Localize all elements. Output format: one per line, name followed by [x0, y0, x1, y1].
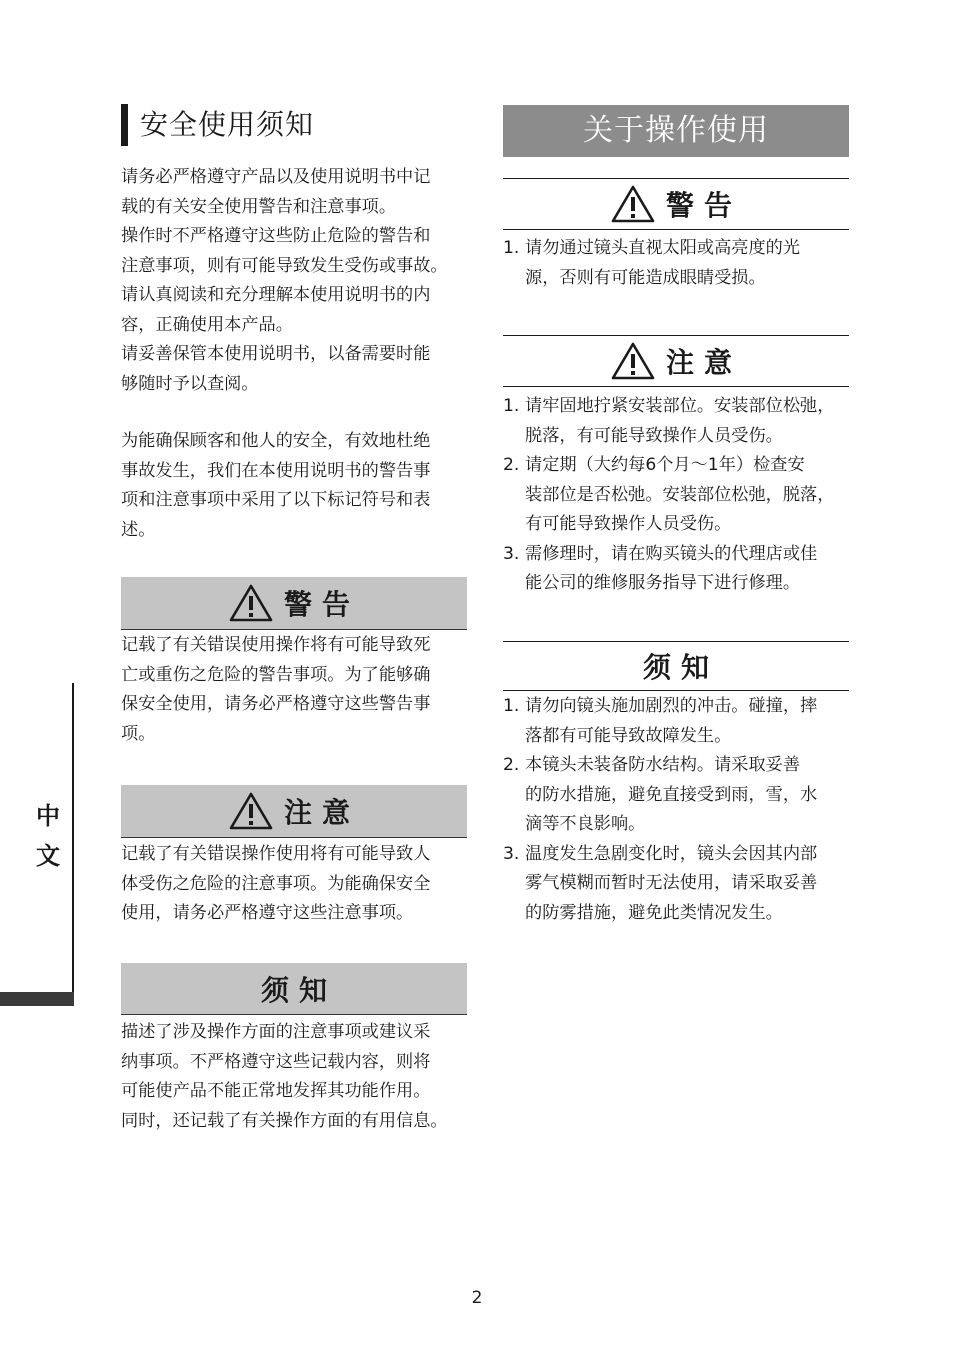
item-number: 3. — [503, 543, 520, 564]
text-line: 请妥善保管本使用说明书，以备需要时能 — [121, 344, 431, 364]
text-line: 落都有可能导致故障发生。 — [525, 725, 732, 746]
text-line: 装部位是否松弛。安装部位松弛，脱落， — [525, 484, 835, 505]
notice-label: 须知 — [260, 973, 337, 1007]
text-line: 的防雾措施，避免此类情况发生。 — [525, 902, 783, 923]
list-item — [503, 692, 849, 751]
notice-header — [121, 963, 467, 1015]
text-line: 注意事项，则有可能导致发生受伤或事故。 — [121, 255, 448, 276]
notice-label: 须知 — [642, 651, 719, 684]
text-line: 请认真阅读和充分理解本使用说明书的内 — [121, 285, 431, 305]
text-line: 记载了有关错误使用操作将有可能导致死 — [121, 635, 431, 655]
text-line: 纳事项。不严格遵守这些记载内容，则将 — [121, 1051, 431, 1072]
text-line: 滴等不良影响。 — [525, 814, 646, 834]
text-line: 能公司的维修服务指导下进行修理。 — [525, 573, 801, 593]
item-number: 3. — [503, 843, 520, 864]
right-caution-list — [503, 392, 849, 599]
text-line: 项和注意事项中采用了以下标记符号和表 — [121, 490, 431, 510]
language-tab-char: 中 — [36, 802, 60, 830]
text-line: 述。 — [121, 519, 156, 540]
text-line: 需修理时，请在购买镜头的代理店或佳 — [525, 543, 818, 564]
right-warning-header — [503, 178, 849, 230]
text-line: 保安全使用，请务必严格遵守这些警告事 — [121, 694, 431, 714]
right-notice-header — [503, 641, 849, 691]
text-line: 操作时不严格遵守这些防止危险的警告和 — [121, 226, 431, 246]
text-line: 体受伤之危险的注意事项。为能确保安全 — [121, 873, 431, 894]
warning-description — [121, 631, 467, 749]
text-line: 雾气模糊而暂时无法使用，请采取妥善 — [525, 873, 818, 893]
intro-paragraph — [121, 163, 467, 399]
text-line: 项。 — [121, 723, 156, 744]
side-tab-bar — [0, 992, 74, 1006]
item-number: 1. — [503, 396, 520, 416]
text-line: 可能使产品不能正常地发挥其功能作用。 — [121, 1081, 431, 1101]
text-line: 脱落，有可能导致操作人员受伤。 — [525, 425, 783, 446]
item-number: 1. — [503, 238, 520, 258]
caution-header — [121, 785, 467, 838]
text-line: 事故发生，我们在本使用说明书的警告事 — [121, 460, 431, 481]
text-line: 同时，还记载了有关操作方面的有用信息。 — [121, 1110, 448, 1131]
text-line: 亡或重伤之危险的警告事项。为了能够确 — [121, 664, 431, 685]
warning-label: 警告 — [283, 588, 360, 621]
notice-description — [121, 1018, 467, 1136]
text-line: 本镜头未装备防水结构。请采取妥善 — [525, 755, 801, 775]
text-line: 的防水措施，避免直接受到雨，雪，水 — [525, 784, 818, 805]
text-line: 请定期（大约每6个月～1年）检查安 — [525, 455, 805, 475]
language-tab — [34, 796, 62, 876]
caution-triangle-icon — [228, 791, 274, 831]
list-item — [503, 540, 849, 599]
list-item — [503, 751, 849, 840]
text-line: 源，否则有可能造成眼睛受损。 — [525, 267, 766, 288]
item-number: 2. — [503, 755, 520, 775]
text-line: 请牢固地拧紧安装部位。安装部位松弛， — [525, 396, 835, 416]
text-line: 容，正确使用本产品。 — [121, 314, 293, 335]
intro2-paragraph — [121, 427, 467, 545]
list-item — [503, 840, 849, 929]
right-caution-header — [503, 335, 849, 387]
item-number: 1. — [503, 696, 520, 716]
list-item — [503, 451, 849, 540]
text-line: 请务必严格遵守产品以及使用说明书中记 — [121, 167, 431, 187]
text-line: 使用，请务必严格遵守这些注意事项。 — [121, 903, 414, 923]
text-line: 载的有关安全使用警告和注意事项。 — [121, 196, 397, 217]
page-number: 2 — [471, 1288, 483, 1308]
caution-description — [121, 840, 467, 929]
caution-triangle-icon — [610, 341, 656, 381]
text-line: 为能确保顾客和他人的安全，有效地杜绝 — [121, 431, 431, 451]
text-line: 描述了涉及操作方面的注意事项或建议采 — [121, 1022, 431, 1042]
right-warning-list — [503, 234, 849, 293]
warning-label: 警告 — [665, 189, 742, 222]
warning-header — [121, 577, 467, 630]
list-item — [503, 234, 849, 293]
list-item — [503, 392, 849, 451]
right-notice-list — [503, 692, 849, 928]
side-tab-divider — [72, 683, 74, 993]
text-line: 请勿通过镜头直视太阳或高亮度的光 — [525, 238, 801, 258]
text-line: 温度发生急剧变化时，镜头会因其内部 — [525, 843, 818, 864]
caution-label: 注意 — [283, 796, 360, 829]
text-line: 有可能导致操作人员受伤。 — [525, 514, 732, 534]
section-title-safety: 安全使用须知 — [121, 104, 314, 146]
caution-label: 注意 — [665, 346, 742, 379]
text-line: 记载了有关错误操作使用将有可能导致人 — [121, 844, 431, 864]
text-line: 够随时予以查阅。 — [121, 373, 259, 394]
language-tab-char: 文 — [36, 842, 60, 870]
text-line: 请勿向镜头施加剧烈的冲击。碰撞，摔 — [525, 696, 818, 716]
warning-triangle-icon — [610, 184, 656, 224]
warning-triangle-icon — [228, 583, 274, 623]
section-title-operation: 关于操作使用 — [503, 105, 849, 157]
item-number: 2. — [503, 455, 520, 475]
